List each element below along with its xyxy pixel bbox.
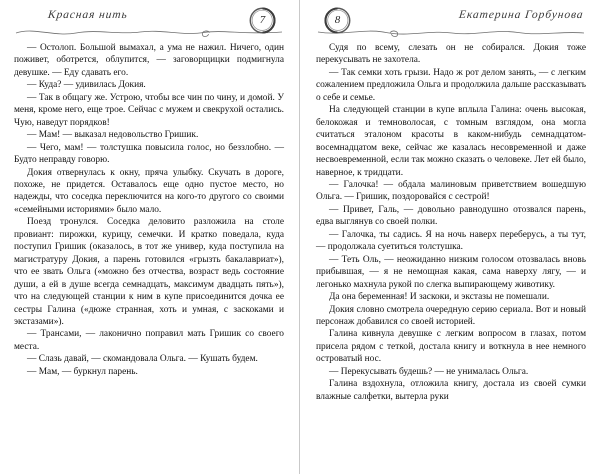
paragraph: — Мам, — буркнул парень. [27, 366, 138, 377]
flourish-rule-icon [316, 23, 586, 39]
page-body-right [316, 42, 586, 403]
page-number-medallion-right [324, 7, 351, 34]
running-header-left [14, 6, 284, 40]
paragraph: Да она беременная! И заскоки, и экстазы не помешали. [329, 292, 550, 303]
paragraph: — Так семки хоть грызи. Надо ж рот делом занять, — с легким сожалением предложила Ольга и продолжила дальше рассказывать о себе и семье. [316, 67, 586, 103]
paragraph: На следующей станции в купе вплыла Галина: очень высокая, белокожая и темноволосая, с томным взглядом, она могла считаться эталоном красоты в каком-нибудь семнадцатом-восемнадцатом веке, сейчас же казалась несовременной и даже несвоевременной, если так можно сказать о человеке. Лет ей было, наверное, к тридцати. [316, 105, 586, 178]
paragraph: Докия отвернулась к окну, пряча улыбку. Скучать в дороге, похоже, не придется. Оставалось еще одно пустое место, но надежды, что соседка переключится на кого-то другого со своими «семейными историями» было мало. [14, 167, 284, 215]
paragraph: Галина вздохнула, отложила книгу, достала из своей сумки влажные салфетки, вытерла руки [316, 379, 586, 402]
flourish-rule-icon [14, 23, 284, 39]
running-header-right [316, 6, 586, 40]
paragraph: — Так в общагу же. Устрою, чтобы все чин по чину, и домой. У меня, кроме него, еще трое. Сейчас с мужем и свекрухой остались. Чую, наведут порядков! [14, 92, 284, 128]
paragraph: — Куда? — удивилась Докия. [27, 80, 146, 91]
page-number-medallion-left [249, 7, 276, 34]
folio-number-left: 7 [259, 14, 266, 26]
paragraph: Поезд тронулся. Соседка деловито разложила на столе провиант: пирожки, курицу, семечки. И кратко поведала, куда поступил Гришик (оказалось, в тот же универ, куда поступила на магистратуру Докия, а парень готовился «грызть бакалавриат»), что ее звать Ольга («можно без отчества, возраст ведь состояние души, а ей в душе всегда семнадцать, максимум двадцать пять»), что на следующей станции к ним в купе присоединится дочка ее сестры Галина («дюже странная, хоть и умная, с заскоками и экстазами»). [14, 217, 284, 327]
paragraph: — Галочка, ты садись. Я на ночь наверх переберусь, а ты тут, — продолжала суетиться толстушка. [316, 229, 586, 253]
paragraph: — Слазь давай, — скомандовала Ольга. — Кушать будем. [27, 354, 258, 365]
paragraph: — Галочка! — обдала малиновым приветствием вошедшую Ольга. — Гришик, поздоровайся с сестрой! [316, 179, 586, 203]
paragraph: — Остолоп. Большой вымахал, а ума не нажил. Ничего, один поживет, оботрется, облупится, — заговорщицки подмигнула девушке. — Еду сдавать его. [14, 43, 284, 78]
running-title-right: Екатерина Горбунова [458, 9, 585, 21]
paragraph: — Мам! — выказал недовольство Гришик. [27, 130, 199, 141]
running-title-left: Красная нить [47, 9, 129, 21]
paragraph: Докия словно смотрела очередную серию сериала. Вот и новый персонаж добавился со своей историей. [316, 304, 586, 327]
folio-number-right: 8 [334, 14, 341, 26]
paragraph: — Трансами, — лаконично поправил мать Гришик со своего места. [14, 329, 284, 352]
paragraph: Галина кивнула девушке с легким вопросом в глазах, потом присела рядом с теткой, достала книгу и воткнула в нее немного островатый нос. [316, 329, 586, 365]
page-body-left [14, 42, 284, 378]
paragraph: — Привет, Галь, — довольно равнодушно отозвался парень, едва выглянув со своей полки. [316, 204, 586, 228]
paragraph: — Теть Оль, — неожиданно низким голосом отозвалась вновь прибывшая, — я не немощная какая, сама наверху лягу, — и легонько махнула рукой по слегка выпирающему животику. [316, 254, 586, 290]
page-right [300, 0, 600, 474]
paragraph: — Чего, мам! — толстушка повысила голос, но беззлобно. — Будто неправду говорю. [14, 142, 284, 166]
paragraph: — Перекусывать будешь? — не унималась Ольга. [329, 366, 529, 377]
paragraph: Судя по всему, слезать он не собирался. Докия тоже перекусывать не захотела. [316, 43, 586, 66]
